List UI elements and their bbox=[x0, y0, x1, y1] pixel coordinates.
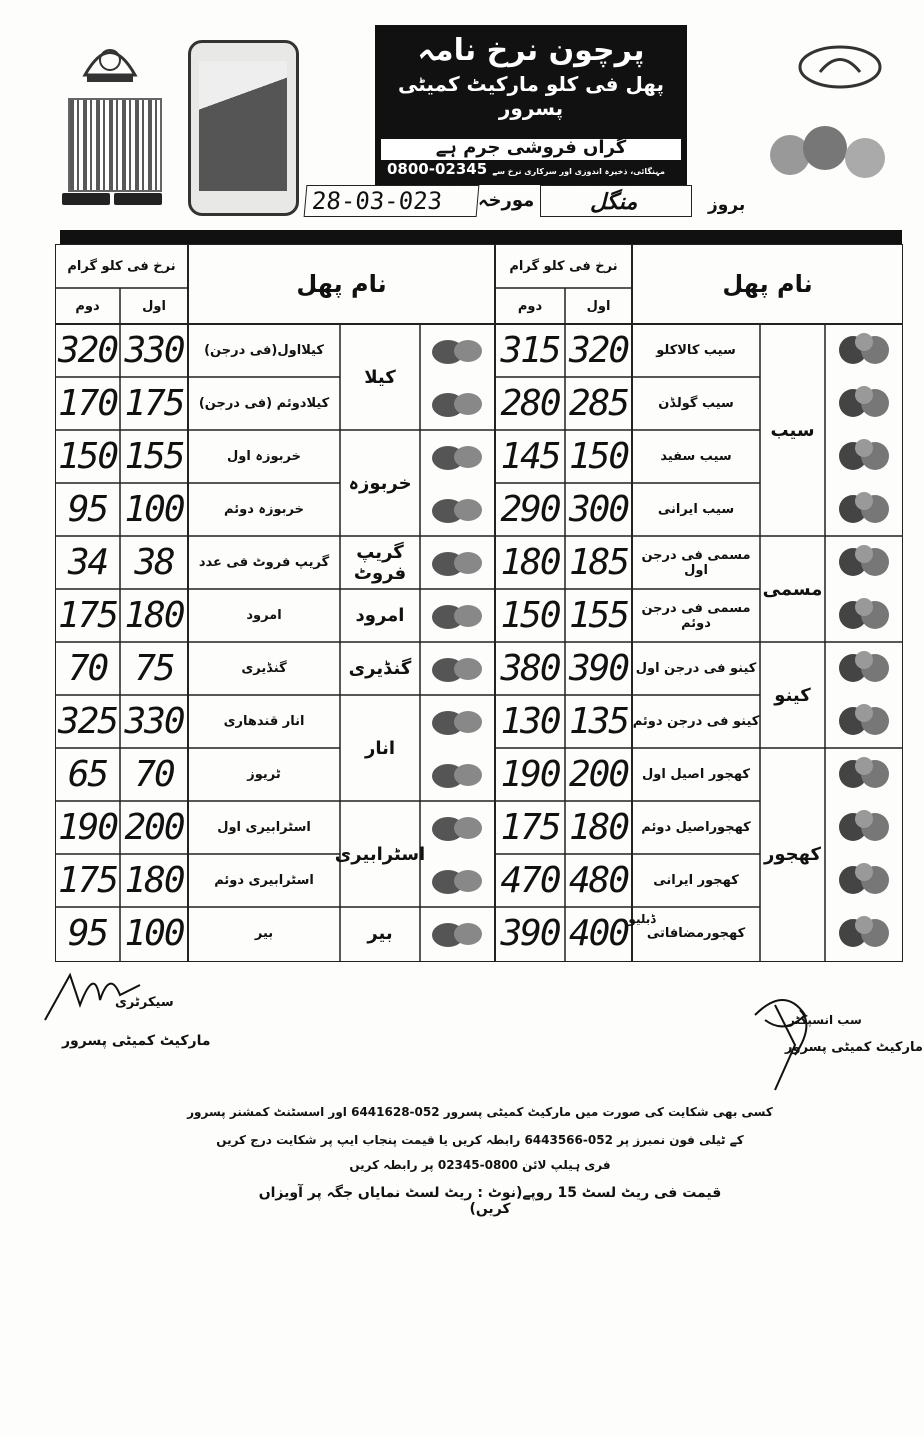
page-title: پرچون نرخ نامہ bbox=[417, 33, 645, 68]
right-price-first: 285 bbox=[568, 383, 629, 424]
left-price-first: 70 bbox=[134, 754, 174, 795]
left-price-second: 320 bbox=[57, 330, 118, 371]
left-price-first: 175 bbox=[124, 383, 184, 424]
right-price-first: 300 bbox=[568, 489, 629, 530]
left-price-first: 75 bbox=[134, 648, 174, 689]
left-price-second: 95 bbox=[67, 913, 108, 954]
left-price-first: 100 bbox=[124, 913, 184, 954]
left-price-second: 190 bbox=[57, 807, 118, 848]
left-item-label: کیلادوئم (فی درجن) bbox=[198, 396, 330, 411]
left-header-second: دوم bbox=[75, 298, 100, 314]
left-item-label: اسٹرابیری دوئم bbox=[214, 873, 314, 888]
page-subtitle: پھل فی کلو مارکیٹ کمیٹی پسرور bbox=[397, 72, 665, 120]
right-item-label: مسمی فی درجن اول bbox=[641, 547, 751, 578]
right-price-second: 180 bbox=[500, 542, 560, 583]
right-group-name: کھجور bbox=[764, 843, 821, 865]
fruit-basket-image bbox=[760, 120, 900, 190]
right-item-label: کینو فی درجن دوئم bbox=[632, 714, 760, 729]
left-item-label: امرود bbox=[246, 608, 282, 623]
left-price-second: 70 bbox=[67, 648, 108, 689]
left-item-label: گنڈیری bbox=[241, 661, 287, 676]
left-price-first: 100 bbox=[124, 489, 184, 530]
left-price-second: 65 bbox=[67, 754, 108, 795]
right-item-label: سیب سفید bbox=[660, 449, 732, 464]
left-price-second: 175 bbox=[57, 860, 118, 901]
day-label: بروز bbox=[708, 195, 746, 215]
right-price-second: 290 bbox=[500, 489, 560, 530]
left-header-fruit: نام پھل bbox=[296, 270, 387, 298]
day-value: منگل bbox=[590, 190, 638, 215]
right-price-first: 185 bbox=[568, 542, 629, 583]
right-price-second: 130 bbox=[500, 701, 560, 742]
left-price-first: 180 bbox=[124, 595, 184, 636]
right-price-first: 400 bbox=[568, 913, 629, 954]
left-group-name: گنڈیری bbox=[348, 658, 412, 679]
right-item-label: سیب کالاکلو bbox=[656, 343, 736, 358]
helpline-bar bbox=[381, 160, 681, 194]
left-item-label: گریپ فروٹ فی عدد bbox=[198, 555, 330, 570]
left-price-second: 34 bbox=[67, 542, 108, 583]
right-item-label: کھجوراصیل دوئم bbox=[641, 820, 751, 835]
left-item-label: خربوزہ دوئم bbox=[224, 502, 304, 517]
right-header-rate: نرخ فی کلو گرام bbox=[509, 258, 618, 274]
right-price-second: 390 bbox=[500, 913, 560, 954]
right-item-label: کھجور ایرانی bbox=[653, 873, 739, 888]
right-header-first: اول bbox=[586, 298, 611, 314]
right-price-first: 320 bbox=[568, 330, 629, 371]
right-price-second: 150 bbox=[500, 595, 560, 636]
left-price-second: 95 bbox=[67, 489, 108, 530]
left-item-label: بیر bbox=[254, 926, 274, 941]
left-group-name: گریپ فروٹ bbox=[353, 541, 407, 584]
right-group-name: کینو bbox=[774, 684, 811, 706]
right-item-label: مسمی فی درجن دوئم bbox=[641, 600, 751, 631]
left-group-name: اسٹرابیری bbox=[334, 843, 426, 865]
right-header-fruit: نام پھل bbox=[722, 270, 813, 298]
left-price-first: 330 bbox=[124, 330, 184, 371]
price-table bbox=[55, 244, 903, 962]
date-value: 28-03-023 bbox=[304, 185, 480, 217]
right-header-second: دوم bbox=[517, 298, 543, 314]
right-item-label: سیب گولڈن bbox=[658, 396, 734, 411]
government-logo-left bbox=[75, 30, 145, 90]
phone-app-image bbox=[188, 40, 299, 216]
right-item-label: سیب ایرانی bbox=[657, 502, 735, 517]
left-item-label: اسٹرابیری اول bbox=[217, 820, 311, 835]
left-price-first: 330 bbox=[124, 701, 184, 742]
left-price-second: 175 bbox=[57, 595, 118, 636]
left-item-label: خربوزہ اول bbox=[227, 449, 301, 464]
right-group-name: سیب bbox=[770, 419, 815, 441]
left-price-first: 180 bbox=[124, 860, 184, 901]
right-handwritten-note: ڈبلیو bbox=[628, 912, 656, 926]
right-price-first: 390 bbox=[568, 648, 629, 689]
left-header-rate: نرخ فی کلو گرام bbox=[67, 258, 176, 274]
left-group-name: امرود bbox=[355, 605, 405, 626]
left-price-first: 200 bbox=[124, 807, 184, 848]
right-price-second: 470 bbox=[500, 860, 560, 901]
right-item-label: کینو فی درجن اول bbox=[635, 661, 757, 676]
app-store-badges bbox=[62, 190, 172, 204]
footer-line-3: فری ہیلپ لائن 0800-02345 پر رابطہ کریں bbox=[349, 1158, 611, 1172]
left-price-second: 170 bbox=[57, 383, 118, 424]
left-price-first: 38 bbox=[134, 542, 174, 583]
left-price-second: 150 bbox=[57, 436, 118, 477]
inspector-title: سب انسپکٹر bbox=[788, 1013, 862, 1027]
right-group-name: مسمی bbox=[762, 578, 823, 600]
right-price-first: 200 bbox=[568, 754, 629, 795]
right-price-second: 190 bbox=[500, 754, 560, 795]
inspector-org: مارکیٹ کمیٹی پسرور bbox=[785, 1040, 923, 1055]
footer-line-1: کسی بھی شکایت کی صورت میں مارکیٹ کمیٹی پسرور 052-6441628 اور اسسٹنٹ کمشنر پسرور bbox=[187, 1105, 773, 1119]
right-price-second: 280 bbox=[500, 383, 560, 424]
right-price-second: 380 bbox=[500, 648, 560, 689]
footer-line-4: قیمت فی ریٹ لسٹ 15 روپے(نوٹ : ریٹ لسٹ نمایاں جگہ پر آویزاں کریں) bbox=[258, 1185, 722, 1217]
right-price-second: 315 bbox=[500, 330, 560, 371]
right-item-label: کھجور اصیل اول bbox=[642, 767, 750, 782]
right-item-label: کھجورمضافاتی bbox=[646, 926, 746, 941]
left-price-second: 325 bbox=[57, 701, 118, 742]
punjab-logo-right bbox=[795, 42, 885, 92]
secretary-title: سیکرٹری bbox=[115, 995, 174, 1010]
helpline-number: 0800-02345 bbox=[387, 160, 488, 178]
left-group-name: انار bbox=[364, 737, 396, 759]
right-price-first: 150 bbox=[568, 436, 629, 477]
right-price-second: 145 bbox=[500, 436, 560, 477]
header-divider bbox=[60, 230, 902, 244]
left-item-label: ٹریوز bbox=[247, 767, 281, 782]
left-header-first: اول bbox=[142, 298, 166, 314]
right-price-second: 175 bbox=[500, 807, 560, 848]
secretary-org: مارکیٹ کمیٹی پسرور bbox=[62, 1033, 211, 1049]
right-price-first: 155 bbox=[568, 595, 629, 636]
footer-line-2: کے ٹیلی فون نمبرز پر 052-6443566 رابطہ کریں یا قیمت پنجاب ایپ پر شکایت درج کریں bbox=[216, 1133, 744, 1147]
left-item-label: کیلااول(فی درجن) bbox=[204, 343, 324, 358]
left-price-first: 155 bbox=[124, 436, 184, 477]
slogan: گراں فروشی جرم ہے bbox=[381, 139, 681, 177]
left-group-name: خربوزہ bbox=[348, 472, 412, 494]
left-item-label: انار قندھاری bbox=[223, 714, 305, 729]
left-group-name: کیلا bbox=[364, 366, 396, 388]
date-label: مورخہ bbox=[478, 190, 535, 211]
right-price-first: 135 bbox=[568, 701, 629, 742]
left-group-name: بیر bbox=[367, 923, 393, 944]
helpline-note: مہنگائی، ذخیرہ اندوزی اور سرکاری نرخ سے زائد قیمت وصول کرنے کی شکایت درج کروانے کے لئے رابطہ کریں bbox=[389, 167, 665, 194]
right-price-first: 180 bbox=[568, 807, 629, 848]
right-price-first: 480 bbox=[568, 860, 629, 901]
qr-code-icon bbox=[68, 98, 162, 192]
